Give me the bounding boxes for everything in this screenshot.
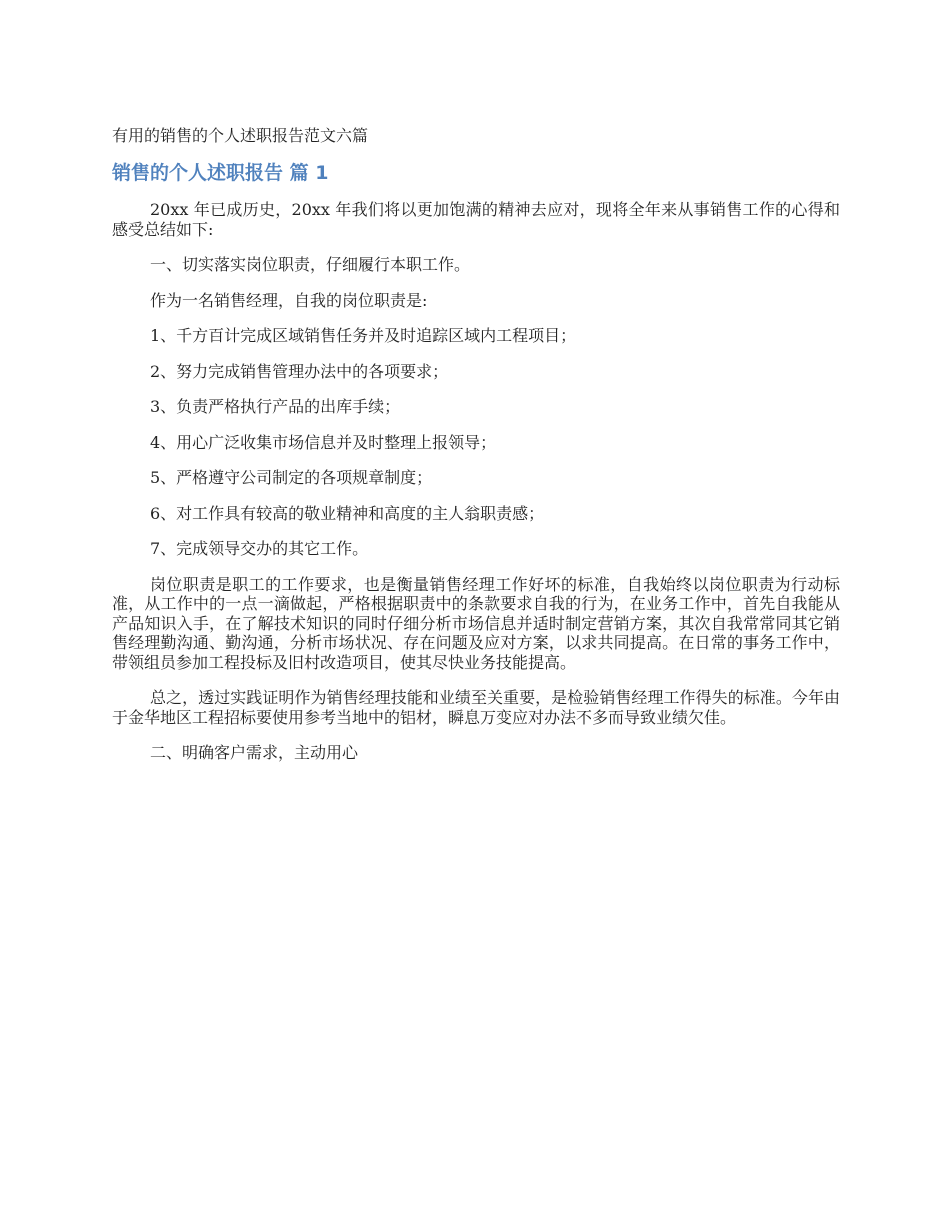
duty-item-6: 6、对工作具有较高的敬业精神和高度的主人翁职责感；	[150, 503, 545, 523]
duty-item-4: 4、用心广泛收集市场信息并及时整理上报领导；	[150, 432, 497, 452]
paragraph-summary: 总之，透过实践证明作为销售经理技能和业绩至关重要，是检验销售经理工作得失的标准。今年由于金华地区工程招标要使用参考当地中的铝材，瞬息万变应对办法不多而导致业绩欠佳。	[112, 688, 840, 727]
duty-item-1: 1、千方百计完成区域销售任务并及时追踪区域内工程项目；	[150, 326, 577, 345]
document-title: 有用的销售的个人述职报告范文六篇	[112, 126, 369, 145]
section-heading: 销售的个人述职报告 篇 1	[112, 162, 329, 184]
duty-item-2: 2、努力完成销售管理办法中的各项要求；	[150, 361, 449, 381]
document-page	[112, 124, 840, 779]
paragraph-duties-intro: 作为一名销售经理，自我的岗位职责是:	[150, 290, 428, 310]
paragraph-responsibility: 岗位职责是职工的工作要求，也是衡量销售经理工作好坏的标准，自我始终以岗位职责为行动标准，从工作中的一点一滴做起，严格根据职责中的条款要求自我的行为，在业务工作中，首先自我能从产品知识入手，在了解技术知识的同时仔细分析市场信息并适时制定营销方案，其次自我常常同其它销售经理勤沟通、勤沟通，分析市场状况、存在问题及应对方案，以求共同提高。在日常的事务工作中，带领组员参加工程投标及旧村改造项目，使其尽快业务技能提高。	[112, 574, 840, 672]
paragraph-point-one: 一、切实落实岗位职责，仔细履行本职工作。	[150, 255, 471, 274]
duty-item-3: 3、负责严格执行产品的出库手续；	[150, 397, 401, 416]
paragraph-point-two: 二、明确客户需求，主动用心	[150, 743, 359, 762]
duty-item-7: 7、完成领导交办的其它工作。	[150, 539, 369, 558]
duty-item-5: 5、严格遵守公司制定的各项规章制度；	[150, 468, 433, 487]
paragraph-intro: 20xx 年已成历史，20xx 年我们将以更加饱满的精神去应对，现将全年来从事销售工作的心得和感受总结如下:	[112, 200, 840, 239]
